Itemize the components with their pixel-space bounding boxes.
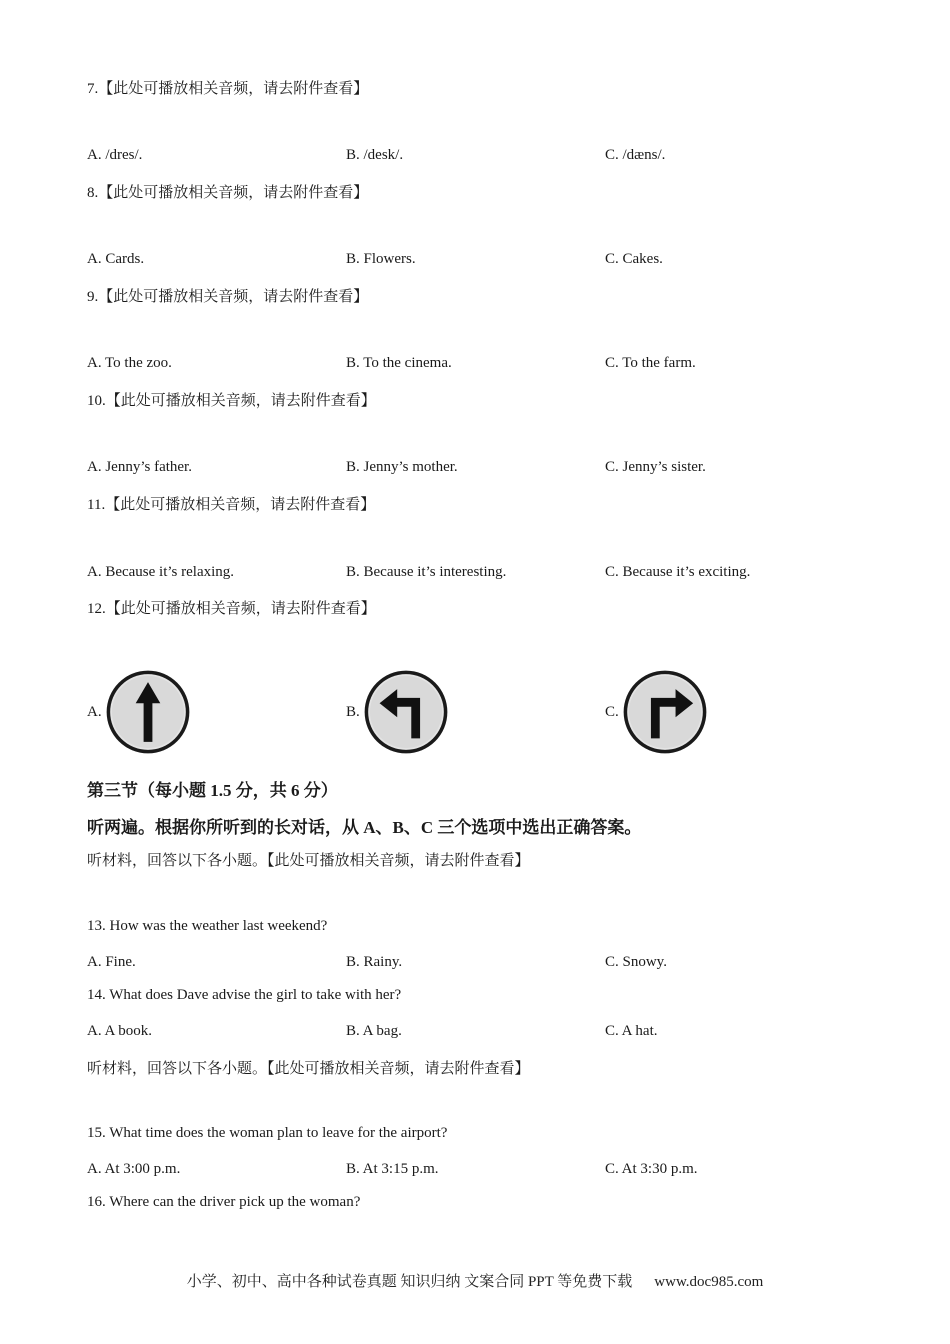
q12-option-a [87,668,192,756]
q11-option-a: A. Because it’s relaxing. [87,564,235,580]
q13-stem: 13. How was the weather last weekend? [87,918,328,934]
q15-option-c: C. At 3:30 p.m. [605,1161,698,1177]
arrow-straight-icon [104,668,192,756]
q10-option-c: C. Jenny’s sister. [605,459,706,475]
q12-option-a-label: A. [87,703,102,720]
q14-option-c: C. A hat. [605,1023,658,1039]
q13-option-b: B. Rainy. [346,954,403,970]
section-instruction: 听两遍。根据你所听到的长对话，从 A、B、C 三个选项中选出正确答案。 [87,818,642,837]
q7-stem: 7.【此处可播放相关音频，请去附件查看】 [87,81,369,97]
q12-option-b [346,668,450,756]
q8-option-a: A. Cards. [87,251,145,267]
q14-option-b: B. A bag. [346,1023,402,1039]
q7-option-a: A. /dres/. [87,147,143,163]
q8-option-c: C. Cakes. [605,251,663,267]
q9-option-a: A. To the zoo. [87,355,172,371]
q10-option-a: A. Jenny’s father. [87,459,192,475]
q13-option-c: C. Snowy. [605,954,667,970]
arrow-turn-left-icon [362,668,450,756]
q10-stem: 10.【此处可播放相关音频，请去附件查看】 [87,393,376,409]
q14-stem: 14. What does Dave advise the girl to take with her? [87,987,402,1003]
q15-option-b: B. At 3:15 p.m. [346,1161,439,1177]
q16-stem: 16. Where can the driver pick up the woman? [87,1194,361,1210]
q15-option-a: A. At 3:00 p.m. [87,1161,181,1177]
q11-option-c: C. Because it’s exciting. [605,564,751,580]
q9-option-b: B. To the cinema. [346,355,452,371]
section-title: 第三节（每小题 1.5 分，共 6 分） [87,781,338,800]
q9-stem: 9.【此处可播放相关音频，请去附件查看】 [87,289,369,305]
q12-option-b-label: B. [346,703,360,720]
listen-material-2: 听材料，回答以下各小题。【此处可播放相关音频，请去附件查看】 [87,1061,530,1077]
q10-option-b: B. Jenny’s mother. [346,459,458,475]
listen-material-1: 听材料，回答以下各小题。【此处可播放相关音频，请去附件查看】 [87,853,530,869]
q14-option-a: A. A book. [87,1023,153,1039]
q12-stem: 12.【此处可播放相关音频，请去附件查看】 [87,601,376,617]
arrow-turn-right-icon [621,668,709,756]
q7-option-b: B. /desk/. [346,147,404,163]
q11-option-b: B. Because it’s interesting. [346,564,507,580]
q13-option-a: A. Fine. [87,954,136,970]
q15-stem: 15. What time does the woman plan to leave for the airport? [87,1125,448,1141]
q11-stem: 11.【此处可播放相关音频，请去附件查看】 [87,497,376,513]
page-footer [0,1270,950,1291]
q7-option-c: C. /dæns/. [605,147,666,163]
q12-option-c [605,668,709,756]
q8-option-b: B. Flowers. [346,251,416,267]
q8-stem: 8.【此处可播放相关音频，请去附件查看】 [87,185,369,201]
q9-option-c: C. To the farm. [605,355,696,371]
q12-option-c-label: C. [605,703,619,720]
footer-text: 小学、初中、高中各种试卷真题 知识归纳 文案合同 PPT 等免费下载 [186,1274,633,1290]
footer-url[interactable]: www.doc985.com [654,1274,764,1290]
